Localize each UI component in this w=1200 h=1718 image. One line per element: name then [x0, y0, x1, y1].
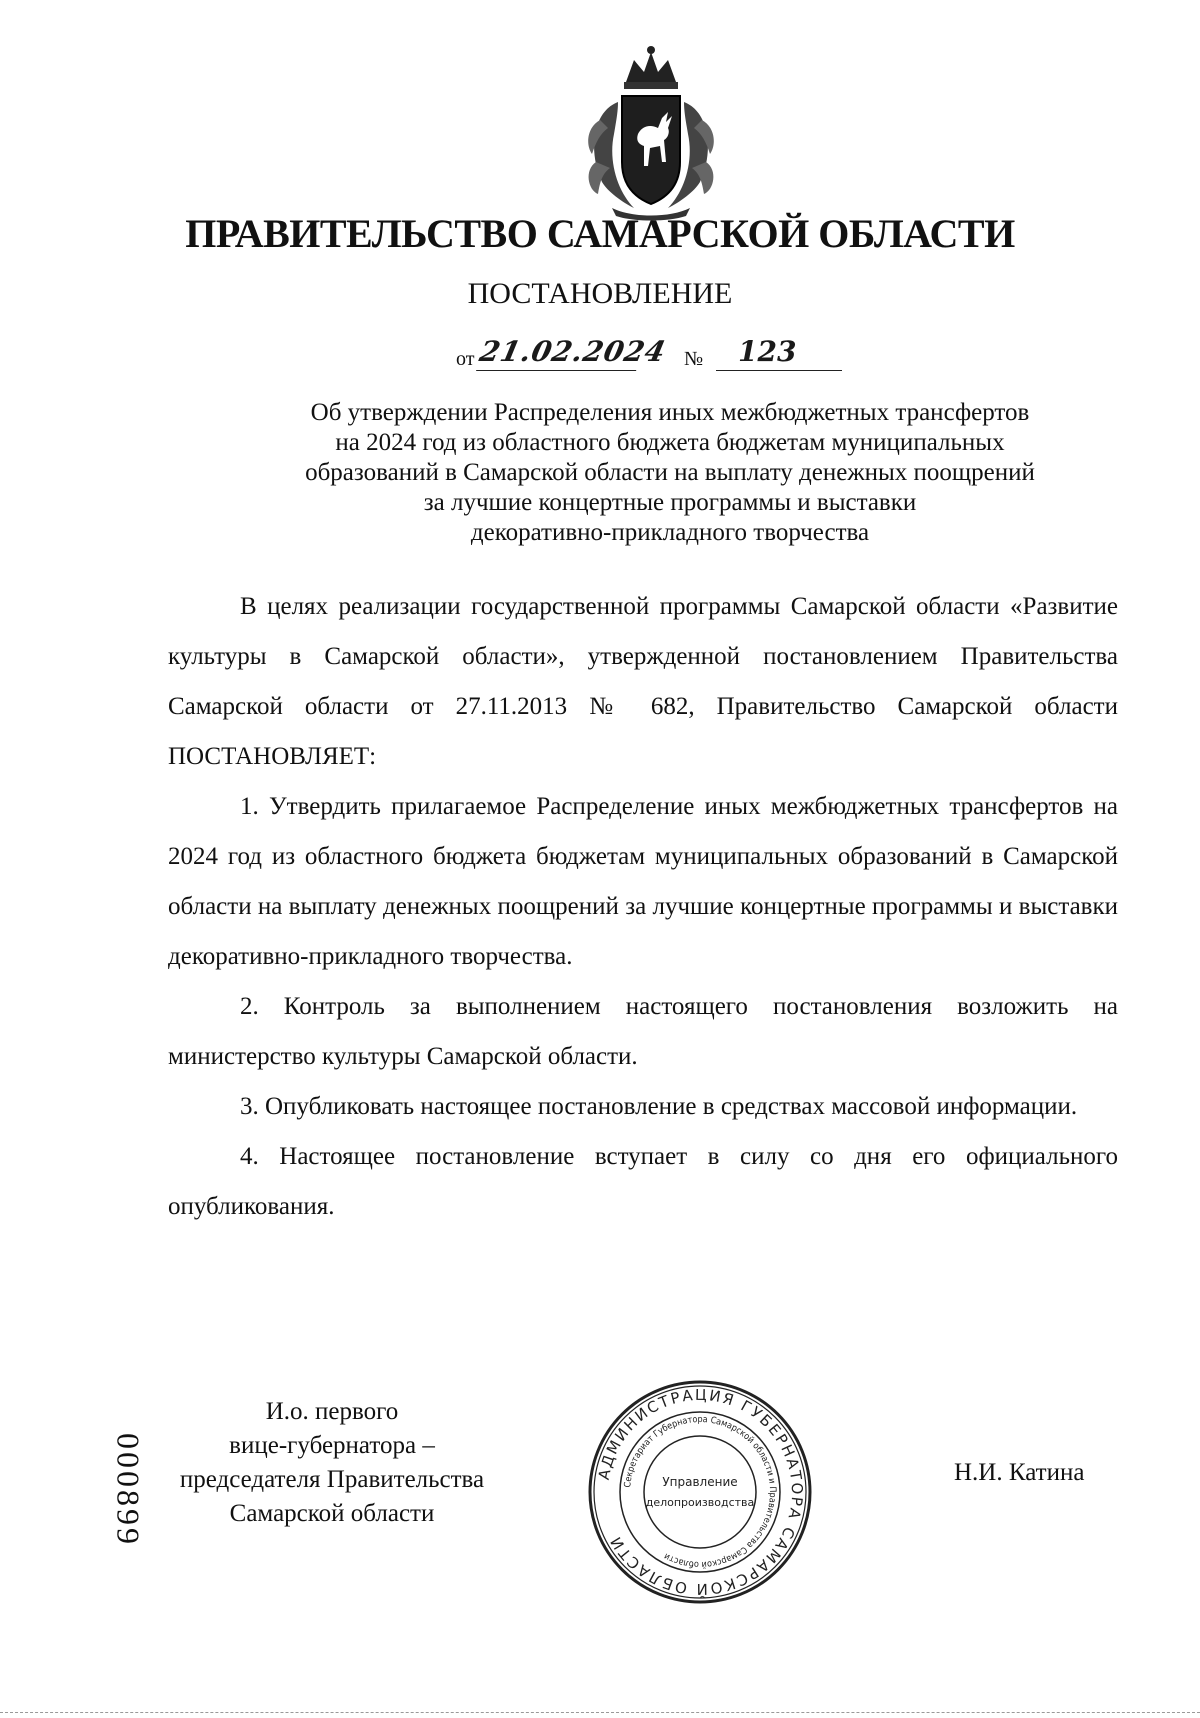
signatory-position-line: председателя Правительства: [179, 1466, 485, 1493]
document-type: ПОСТАНОВЛЕНИЕ: [467, 277, 733, 310]
date-prefix: от: [456, 348, 475, 370]
official-stamp: [586, 1378, 814, 1606]
body-item-1: 1. Утвердить прилагаемое Распределение иных межбюджетных трансфертов на 2024 год из областного бюджета бюджетам муниципальных образований в Самарской области на выплату денежных поощрений за лучшие концертные программы и выставки декоративно-прикладного творчества.: [168, 793, 1118, 970]
number-label: №: [684, 348, 704, 370]
subject-line: декоративно-прикладного творчества: [470, 519, 870, 546]
subject-line: Об утверждении Распределения иных межбюджетных трансфертов: [310, 399, 1030, 426]
body-item-4: 4. Настоящее постановление вступает в силу со дня его официального опубликования.: [168, 1143, 1118, 1220]
subject-line: за лучшие концертные программы и выставки: [423, 489, 917, 516]
document-body: [168, 582, 1118, 1232]
svg-text:Секретариат Губернатора Самарс: [623, 1415, 777, 1570]
signatory-position-line: И.о. первого: [265, 1398, 399, 1425]
samara-coat-of-arms-icon: [578, 42, 724, 222]
coat-of-arms-emblem: [578, 42, 724, 222]
round-seal-icon: [586, 1378, 814, 1606]
signatory-position: [152, 1395, 512, 1531]
body-item-2: 2. Контроль за выполнением настоящего постановления возложить на министерство культуры Самарской области.: [168, 993, 1118, 1070]
handwritten-date: 21.02.2024: [476, 334, 644, 371]
stamp-center-line2: делопроизводства: [645, 1496, 755, 1509]
signatory-position-line: Самарской области: [229, 1500, 435, 1527]
margin-serial-number: 000899: [110, 1433, 147, 1547]
stamp-outer-text: АДМИНИСТРАЦИЯ ГУБЕРНАТОРА САМАРСКОЙ ОБЛАСТИ: [594, 1385, 807, 1599]
bottom-divider: [0, 1712, 1200, 1713]
signatory-position-line: вице-губернатора –: [229, 1432, 435, 1459]
handwritten-number: 123: [716, 334, 842, 371]
stamp-inner-text: Секретариат Губернатора Самарской области и Правительства Самарской области: [623, 1414, 778, 1570]
subject-line: на 2024 год из областного бюджета бюджетам муниципальных: [335, 429, 1005, 456]
signatory-name: Н.И. Катина: [954, 1459, 1085, 1486]
date-number-line: [456, 334, 856, 378]
body-item-3: 3. Опубликовать настоящее постановление в средствах массовой информации.: [240, 1093, 1078, 1120]
body-intro-paragraph: В целях реализации государственной программы Самарской области «Развитие культуры в Самарской области», утвержденной постановлением Правительства Самарской области от 27.11.2013 № 682, Правительство Самарской области ПОСТАНОВЛЯЕТ:: [168, 593, 1118, 770]
organization-title: ПРАВИТЕЛЬСТВО САМАРСКОЙ ОБЛАСТИ: [185, 211, 1015, 256]
subject-line: образований в Самарской области на выплату денежных поощрений: [305, 459, 1035, 486]
stamp-center-line1: Управление: [662, 1475, 738, 1489]
document-subject: [230, 398, 1110, 548]
